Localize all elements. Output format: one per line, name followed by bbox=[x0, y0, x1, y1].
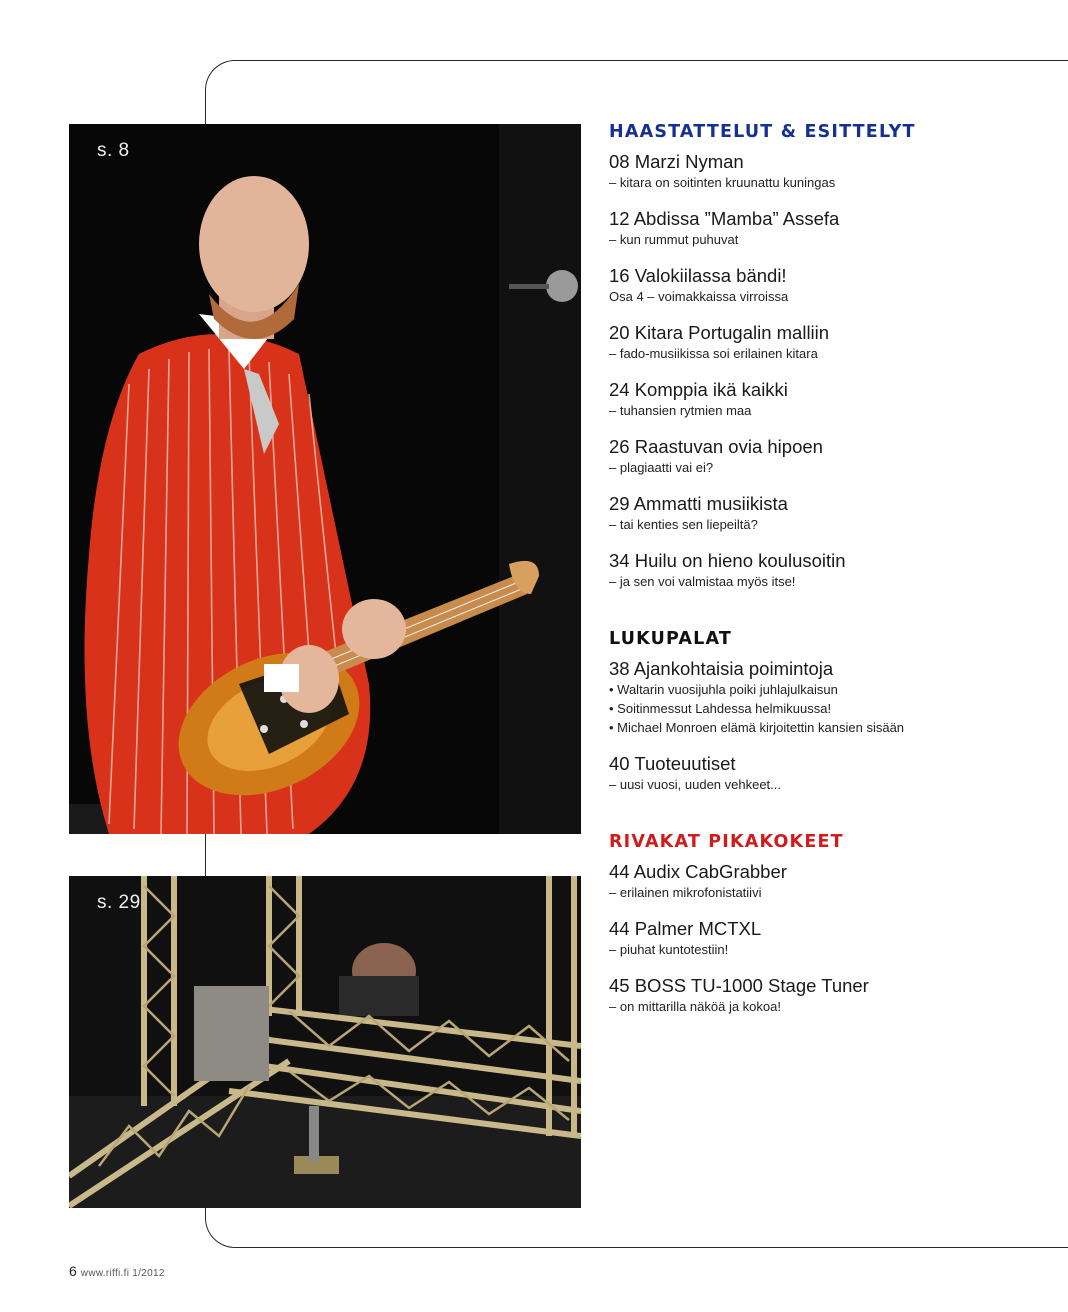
toc-entry[interactable] bbox=[609, 208, 1049, 249]
entry-subtitle: – uusi vuosi, uuden vehkeet... bbox=[609, 777, 782, 792]
toc-entry[interactable] bbox=[609, 550, 1049, 591]
toc-entry[interactable] bbox=[609, 975, 1049, 1016]
entry-title: 16 Valokiilassa bändi! bbox=[609, 265, 787, 286]
section-title: LUKUPALAT bbox=[609, 629, 733, 649]
entry-subtitle: – on mittarilla näköä ja kokoa! bbox=[609, 999, 781, 1014]
section-interviews bbox=[609, 122, 1049, 591]
section-title: HAASTATTELUT & ESITTELYT bbox=[609, 122, 916, 142]
section-title: RIVAKAT PIKAKOKEET bbox=[609, 832, 844, 852]
photo-label-page-29: s. 29 bbox=[97, 892, 141, 913]
toc-entry[interactable] bbox=[609, 322, 1049, 363]
entry-subtitle: Osa 4 – voimakkaissa virroissa bbox=[609, 289, 789, 304]
toc-entry[interactable] bbox=[609, 265, 1049, 306]
entry-subtitle: – tuhansien rytmien maa bbox=[609, 403, 752, 418]
entry-title: 45 BOSS TU-1000 Stage Tuner bbox=[609, 975, 869, 996]
entry-subtitle: – ja sen voi valmistaa myös itse! bbox=[609, 574, 796, 589]
toc-entry[interactable] bbox=[609, 861, 1049, 902]
toc-entry[interactable] bbox=[609, 151, 1049, 192]
entry-bullet: • Michael Monroen elämä kirjoitettin kansien sisään bbox=[609, 720, 905, 735]
entry-bullet: • Soitinmessut Lahdessa helmikuussa! bbox=[609, 701, 832, 716]
page-footer bbox=[69, 1263, 165, 1279]
guitarist-photo bbox=[69, 124, 581, 834]
entry-title: 08 Marzi Nyman bbox=[609, 151, 744, 172]
photo-label-page-8: s. 8 bbox=[97, 140, 130, 161]
entry-title: 44 Palmer MCTXL bbox=[609, 918, 762, 939]
entry-subtitle: – plagiaatti vai ei? bbox=[609, 460, 714, 475]
entry-subtitle: – fado-musiikissa soi erilainen kitara bbox=[609, 346, 818, 361]
entry-title: 24 Komppia ikä kaikki bbox=[609, 379, 788, 400]
entry-subtitle: – kitara on soitinten kruunattu kuningas bbox=[609, 175, 836, 190]
page-number: 6 bbox=[69, 1263, 77, 1279]
section-quick-tests bbox=[609, 832, 1049, 1016]
entry-title: 38 Ajankohtaisia poimintoja bbox=[609, 658, 834, 679]
magazine-url[interactable]: www.riffi.fi 1/2012 bbox=[80, 1268, 165, 1279]
entry-subtitle: – erilainen mikrofonistatiivi bbox=[609, 885, 762, 900]
entry-title: 26 Raastuvan ovia hipoen bbox=[609, 436, 823, 457]
entry-subtitle: – piuhat kuntotestiin! bbox=[609, 942, 729, 957]
table-of-contents bbox=[609, 122, 1049, 1032]
section-reading bbox=[609, 629, 1049, 794]
toc-entry[interactable] bbox=[609, 918, 1049, 959]
stage-truss-photo bbox=[69, 876, 581, 1208]
entry-title: 29 Ammatti musiikista bbox=[609, 493, 788, 514]
toc-entry[interactable] bbox=[609, 379, 1049, 420]
entry-subtitle: – tai kenties sen liepeiltä? bbox=[609, 517, 758, 532]
toc-entry[interactable] bbox=[609, 753, 1049, 794]
entry-title: 44 Audix CabGrabber bbox=[609, 861, 787, 882]
entry-bullet: • Waltarin vuosijuhla poiki juhlajulkaisun bbox=[609, 682, 838, 697]
entry-title: 40 Tuoteuutiset bbox=[609, 753, 736, 774]
toc-entry[interactable] bbox=[609, 436, 1049, 477]
toc-entry[interactable] bbox=[609, 493, 1049, 534]
entry-title: 12 Abdissa ”Mamba” Assefa bbox=[609, 208, 840, 229]
entry-subtitle: – kun rummut puhuvat bbox=[609, 232, 739, 247]
toc-entry[interactable] bbox=[609, 658, 1049, 737]
entry-title: 20 Kitara Portugalin malliin bbox=[609, 322, 830, 343]
entry-title: 34 Huilu on hieno koulusoitin bbox=[609, 550, 846, 571]
